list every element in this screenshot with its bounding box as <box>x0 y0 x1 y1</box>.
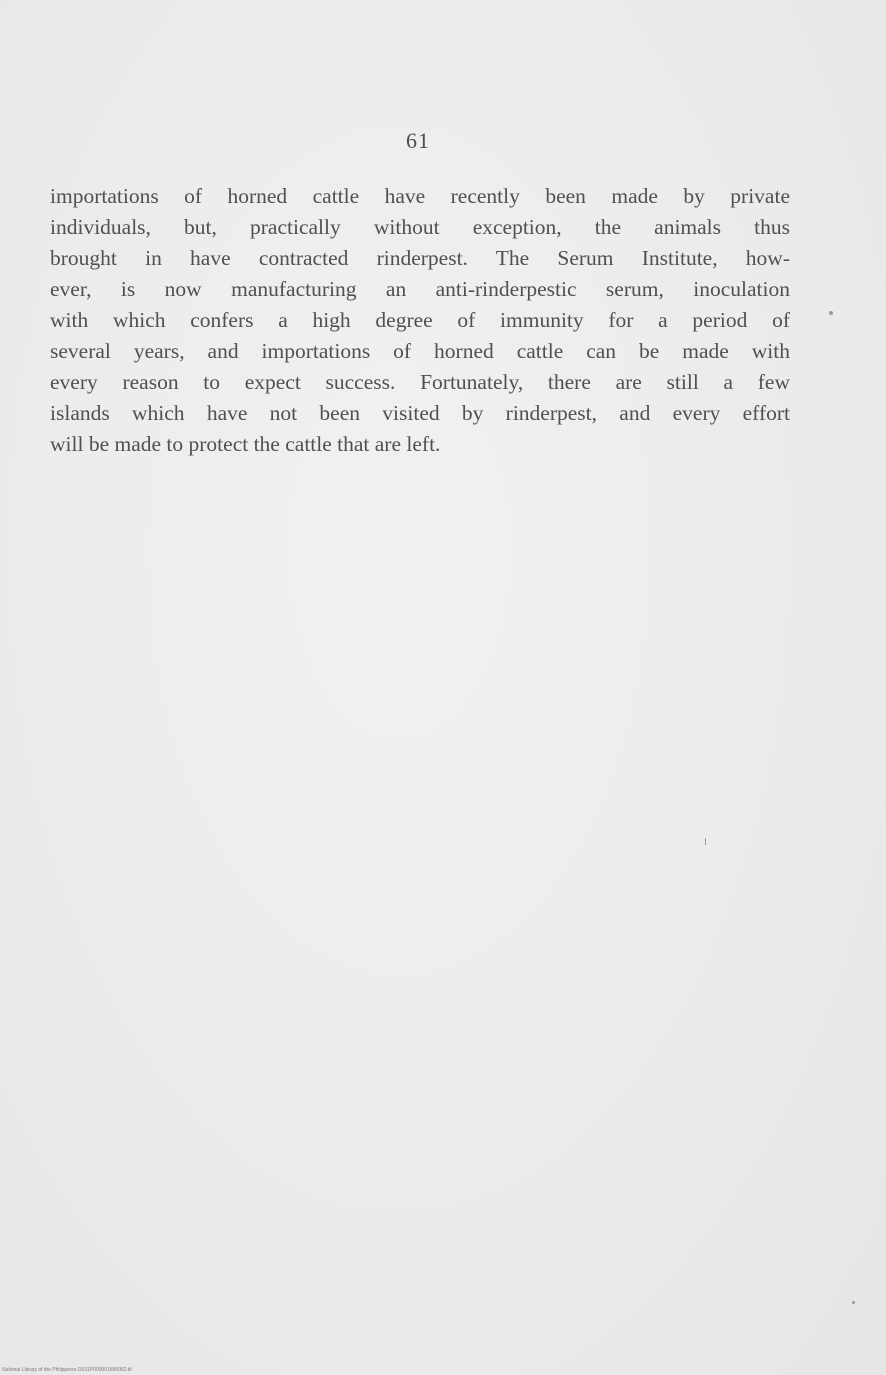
scan-speck <box>705 838 706 845</box>
text-line-5: with which confers a high degree of immunity for a period of <box>50 308 790 332</box>
text-line-4: ever, is now manufacturing an anti-rinderpestic serum, inoculation <box>50 277 790 301</box>
scan-speck <box>829 311 833 315</box>
page-number: 61 <box>406 128 430 153</box>
text-line-3: brought in have contracted rinderpest. The Serum Institute, how- <box>50 246 790 270</box>
text-line-6: several years, and importations of horned cattle can be made with <box>50 339 790 363</box>
text-line-8: islands which have not been visited by rinderpest, and every effort <box>50 401 790 425</box>
scan-caption: National Library of the Philippines D031P000001890062.tif <box>2 1367 132 1373</box>
text-line-2: individuals, but, practically without exception, the animals thus <box>50 215 790 239</box>
body-paragraph <box>50 181 790 460</box>
scan-speck <box>852 1301 855 1304</box>
text-line-1: importations of horned cattle have recently been made by private <box>50 184 790 208</box>
text-line-7: every reason to expect success. Fortunately, there are still a few <box>50 370 790 394</box>
text-line-9: will be made to protect the cattle that are left. <box>50 432 441 456</box>
